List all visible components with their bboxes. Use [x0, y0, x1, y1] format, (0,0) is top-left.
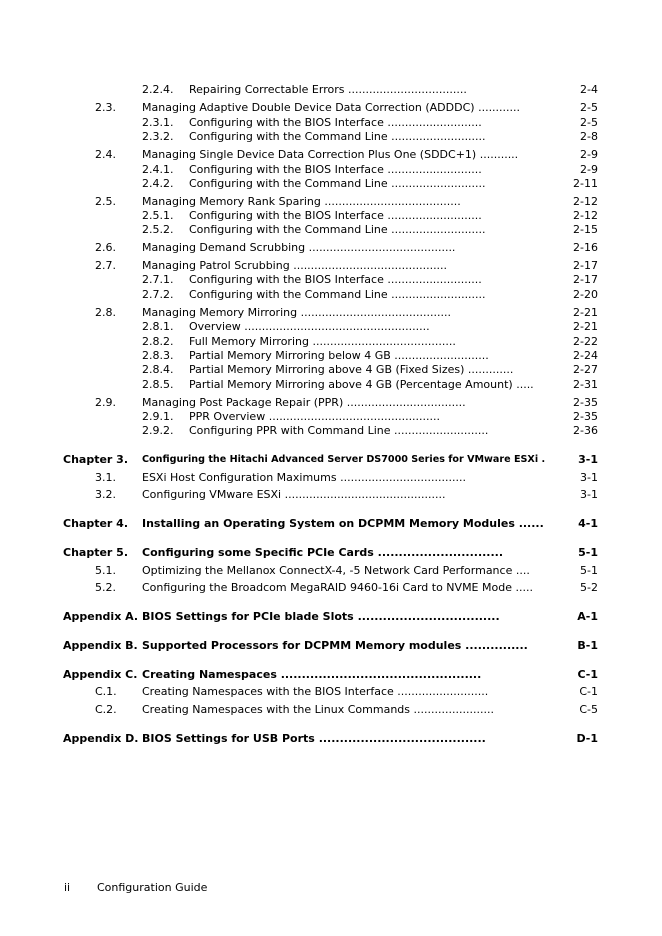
toc-entry-title-text: Configuring with the Command Line [189, 288, 388, 301]
toc-entry-title-text: Supported Processors for DCPMM Memory modules [142, 639, 462, 652]
toc-entry-number: 2.7.1. [142, 273, 174, 286]
toc-entry-title-text: Configuring with the Command Line [189, 177, 388, 190]
toc-entry-number: 2.8.2. [142, 335, 174, 348]
toc-page-number: 2-20 [573, 288, 598, 301]
toc-entry-title [142, 545, 544, 561]
toc-entry-number: 2.7. [95, 259, 116, 272]
toc-entry-title [142, 638, 544, 654]
toc-page-number: 2-17 [573, 273, 598, 286]
toc-entry-title [142, 147, 544, 163]
toc-entry-number: 2.5.2. [142, 223, 174, 236]
toc-dot-leader: ................................................ [276, 668, 482, 681]
toc-entry[interactable] [0, 516, 662, 532]
toc-dot-leader: ................................................. [265, 410, 441, 423]
toc-page-number: 3-1 [578, 453, 598, 466]
toc-entry-title [142, 731, 544, 747]
toc-page-number: 2-9 [580, 148, 598, 161]
toc-entry-title-text: Managing Adaptive Double Device Data Correction (ADDDC) [142, 101, 475, 114]
toc-page-number: 2-15 [573, 223, 598, 236]
toc-entry-number: Chapter 5. [63, 546, 129, 559]
toc-entry-title [189, 82, 544, 98]
toc-dot-leader: ............... [461, 639, 528, 652]
toc-entry[interactable] [0, 82, 662, 98]
toc-entry-title [189, 129, 544, 145]
toc-entry[interactable] [0, 377, 662, 393]
toc-page-number: 3-1 [580, 488, 598, 501]
toc-entry-number: 2.4.2. [142, 177, 174, 190]
toc-page-number: 2-16 [573, 241, 598, 254]
toc-dot-leader: ........................... [387, 130, 486, 143]
toc-page-number: 3-1 [580, 471, 598, 484]
toc-entry-title-text: BIOS Settings for PCIe blade Slots [142, 610, 354, 623]
toc-entry-number: C.2. [95, 703, 117, 716]
toc-page-number: 2-35 [573, 410, 598, 423]
toc-dot-leader: ........................................ [314, 732, 486, 745]
toc-page-number: 5-1 [578, 546, 598, 559]
toc-entry-title-text: Partial Memory Mirroring below 4 GB [189, 349, 391, 362]
toc-dot-leader: ........................... [390, 424, 489, 437]
toc-dot-leader: .......................... [393, 685, 489, 698]
toc-entry-number: 2.9.1. [142, 410, 174, 423]
toc-entry-title-text: Configuring VMware ESXi [142, 488, 282, 501]
toc-entry[interactable] [0, 287, 662, 303]
toc-dot-leader: .................................. [344, 83, 467, 96]
toc-entry-title [142, 452, 544, 468]
toc-entry-title [142, 580, 544, 596]
toc-entry-title-text: Managing Demand Scrubbing [142, 241, 306, 254]
toc-entry[interactable] [0, 423, 662, 439]
toc-page-number: C-5 [579, 703, 598, 716]
toc-entry-title-text: Configuring some Specific PCIe Cards [142, 546, 374, 559]
footer-page-number: ii [64, 881, 71, 894]
toc-entry-number: 2.5.1. [142, 209, 174, 222]
toc-dot-leader: ..... [511, 581, 533, 594]
toc-dot-leader: ...... [514, 517, 544, 530]
toc-page-number: 2-21 [573, 306, 598, 319]
toc-dot-leader: ........................... [383, 273, 482, 286]
toc-entry-number: Chapter 3. [63, 453, 129, 466]
toc-entry[interactable] [0, 609, 662, 625]
toc-entry-title [189, 272, 544, 288]
toc-entry-title-text: Managing Patrol Scrubbing [142, 259, 290, 272]
toc-entry-title-text: Configuring with the BIOS Interface [189, 209, 384, 222]
toc-page-number: D-1 [576, 732, 598, 745]
toc-entry-title [142, 100, 544, 116]
toc-entry[interactable] [0, 487, 662, 503]
toc-page-number: 2-31 [573, 378, 598, 391]
toc-entry[interactable] [0, 731, 662, 747]
toc-entry-title-text: Configuring the Broadcom MegaRAID 9460-16i Card to NVME Mode [142, 581, 512, 594]
toc-page-number: 2-12 [573, 195, 598, 208]
toc-entry-number: C.1. [95, 685, 117, 698]
toc-dot-leader: .............................................. [281, 488, 446, 501]
toc-page-number: C-1 [579, 685, 598, 698]
toc-entry[interactable] [0, 272, 662, 288]
toc-entry-title-text: BIOS Settings for USB Ports [142, 732, 315, 745]
toc-dot-leader: .................................. [353, 610, 500, 623]
toc-entry-title-text: Creating Namespaces with the BIOS Interface [142, 685, 394, 698]
toc-entry-title [142, 609, 544, 625]
toc-dot-leader: .... [512, 564, 530, 577]
toc-entry-title-text: Partial Memory Mirroring above 4 GB (Percentage Amount) [189, 378, 513, 391]
toc-dot-leader: . [538, 454, 546, 465]
toc-page-number: A-1 [577, 610, 598, 623]
toc-entry-number: 2.3. [95, 101, 116, 114]
toc-entry-title-text: Configuring PPR with Command Line [189, 424, 391, 437]
toc-page-number: 2-5 [580, 116, 598, 129]
toc-entry-title-text: Configuring with the Command Line [189, 130, 388, 143]
toc-dot-leader: .............................. [373, 546, 504, 559]
toc-page-number: 2-21 [573, 320, 598, 333]
toc-entry[interactable] [0, 667, 662, 683]
toc-dot-leader: ........................... [383, 209, 482, 222]
toc-entry-title [189, 377, 544, 393]
toc-entry-title-text: ESXi Host Configuration Maximums [142, 471, 337, 484]
toc-entry-number: 2.6. [95, 241, 116, 254]
toc-entry-number: 2.8. [95, 306, 116, 319]
toc-entry-title [142, 667, 544, 683]
toc-dot-leader: .................................... [336, 471, 466, 484]
toc-dot-leader: ........................... [387, 177, 486, 190]
toc-entry-number: 5.1. [95, 564, 116, 577]
toc-entry-title [142, 240, 544, 256]
footer-document-title: Configuration Guide [97, 881, 208, 894]
toc-dot-leader: ........................................... [297, 306, 451, 319]
toc-entry-title-text: Managing Post Package Repair (PPR) [142, 396, 344, 409]
toc-entry-title [189, 176, 544, 192]
toc-entry-title-text: Optimizing the Mellanox ConnectX-4, -5 Network Card Performance [142, 564, 513, 577]
toc-dot-leader: ............. [464, 363, 514, 376]
toc-entry[interactable] [0, 319, 662, 335]
toc-dot-leader: ......................................... [308, 335, 456, 348]
toc-entry-number: 2.9.2. [142, 424, 174, 437]
toc-dot-leader: ....................................... [320, 195, 461, 208]
toc-entry-number: 3.2. [95, 488, 116, 501]
toc-entry[interactable] [0, 147, 662, 163]
toc-entry-number: 2.3.1. [142, 116, 174, 129]
toc-dot-leader: ............................................ [289, 259, 448, 272]
toc-entry-number: 2.5. [95, 195, 116, 208]
toc-entry-number: 2.9. [95, 396, 116, 409]
toc-entry[interactable] [0, 580, 662, 596]
toc-page-number: 2-9 [580, 163, 598, 176]
toc-entry-number: Appendix D. [63, 732, 139, 745]
toc-page-number: 5-2 [580, 581, 598, 594]
toc-entry-title [142, 702, 544, 718]
toc-entry-number: 2.8.5. [142, 378, 174, 391]
toc-entry[interactable] [0, 702, 662, 718]
toc-entry-number: Appendix A. [63, 610, 139, 623]
toc-entry-title-text: Repairing Correctable Errors [189, 83, 345, 96]
toc-entry[interactable] [0, 362, 662, 378]
toc-entry-number: Appendix B. [63, 639, 138, 652]
toc-entry[interactable] [0, 129, 662, 145]
toc-page-number: 2-12 [573, 209, 598, 222]
toc-entry-title [142, 487, 544, 503]
toc-entry[interactable] [0, 240, 662, 256]
toc-entry[interactable] [0, 545, 662, 561]
toc-page-number: 2-8 [580, 130, 598, 143]
toc-dot-leader: ........................... [383, 163, 482, 176]
toc-dot-leader: ..................................................... [240, 320, 430, 333]
toc-entry-title-text: Creating Namespaces with the Linux Commands [142, 703, 411, 716]
toc-entry-number: 2.7.2. [142, 288, 174, 301]
toc-entry[interactable] [0, 638, 662, 654]
toc-dot-leader: ....................... [410, 703, 494, 716]
toc-entry[interactable] [0, 470, 662, 486]
toc-entry-title [142, 470, 544, 486]
toc-page-number: 2-4 [580, 83, 598, 96]
toc-entry-title-text: Configuring with the Command Line [189, 223, 388, 236]
toc-dot-leader: ..... [512, 378, 534, 391]
toc-entry-title-text: Configuring with the BIOS Interface [189, 273, 384, 286]
toc-dot-leader: ........... [476, 148, 519, 161]
toc-dot-leader: ........................... [390, 349, 489, 362]
toc-entry-number: 5.2. [95, 581, 116, 594]
toc-page-number: 4-1 [578, 517, 598, 530]
toc-page-number: 2-11 [573, 177, 598, 190]
toc-entry-title-text: Creating Namespaces [142, 668, 277, 681]
toc-entry-number: 2.8.4. [142, 363, 174, 376]
toc-entry[interactable] [0, 222, 662, 238]
toc-entry-title-text: Managing Memory Rank Sparing [142, 195, 321, 208]
toc-page-number: C-1 [577, 668, 598, 681]
toc-dot-leader: .................................. [343, 396, 466, 409]
toc-page-number: 2-27 [573, 363, 598, 376]
toc-entry-title-text: Partial Memory Mirroring above 4 GB (Fixed Sizes) [189, 363, 465, 376]
toc-entry-title-text: PPR Overview [189, 410, 266, 423]
toc-entry-title-text: Overview [189, 320, 241, 333]
toc-entry-number: Chapter 4. [63, 517, 129, 530]
toc-dot-leader: ........................... [387, 223, 486, 236]
toc-entry-title-text: Managing Memory Mirroring [142, 306, 298, 319]
toc-entry-title-text: Configuring with the BIOS Interface [189, 163, 384, 176]
toc-entry[interactable] [0, 100, 662, 116]
toc-entry-number: 2.4. [95, 148, 116, 161]
toc-dot-leader: ............ [474, 101, 521, 114]
toc-entry-title [142, 516, 544, 532]
toc-entry-title [142, 684, 544, 700]
toc-page-number: B-1 [577, 639, 598, 652]
toc-entry[interactable] [0, 176, 662, 192]
toc-entry-number: 2.4.1. [142, 163, 174, 176]
toc-page-number: 2-24 [573, 349, 598, 362]
toc-page-number: 2-35 [573, 396, 598, 409]
toc-page-number: 2-17 [573, 259, 598, 272]
toc-entry-number: 2.2.4. [142, 83, 174, 96]
toc-entry-number: Appendix C. [63, 668, 138, 681]
toc-dot-leader: .......................................... [305, 241, 456, 254]
toc-dot-leader: ........................... [383, 116, 482, 129]
toc-entry[interactable] [0, 684, 662, 700]
toc-page-number: 5-1 [580, 564, 598, 577]
toc-entry-number: 2.8.3. [142, 349, 174, 362]
toc-entry-title [189, 287, 544, 303]
toc-entry-title-text: Installing an Operating System on DCPMM Memory Modules [142, 517, 515, 530]
toc-entry-title [189, 362, 544, 378]
toc-entry-number: 3.1. [95, 471, 116, 484]
toc-entry[interactable] [0, 452, 662, 468]
toc-entry-title [189, 319, 544, 335]
toc-page-number: 2-5 [580, 101, 598, 114]
toc-entry-title [189, 423, 544, 439]
toc-entry-number: 2.8.1. [142, 320, 174, 333]
toc-entry-title-text: Configuring with the BIOS Interface [189, 116, 384, 129]
toc-dot-leader: ........................... [387, 288, 486, 301]
toc-page-number: 2-22 [573, 335, 598, 348]
toc-entry-number: 2.3.2. [142, 130, 174, 143]
toc-entry-title-text: Full Memory Mirroring [189, 335, 309, 348]
toc-entry-title [189, 222, 544, 238]
toc-entry-title-text: Configuring the Hitachi Advanced Server DS7000 Series for VMware ESXi [142, 454, 539, 465]
toc-entry-title-text: Managing Single Device Data Correction Plus One (SDDC+1) [142, 148, 477, 161]
toc-entry[interactable] [0, 563, 662, 579]
toc-entry-title [142, 563, 544, 579]
toc-page-number: 2-36 [573, 424, 598, 437]
